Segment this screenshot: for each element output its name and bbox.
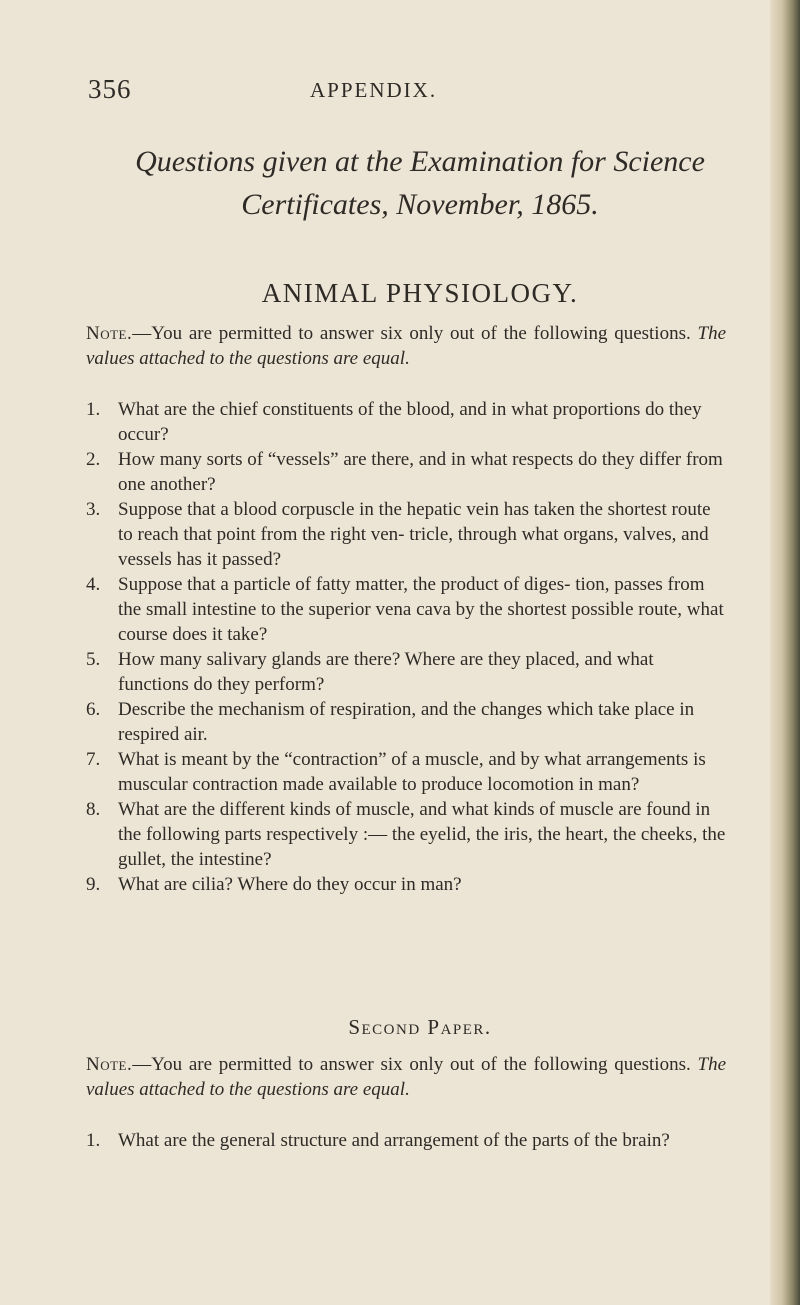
page-header <box>88 74 708 114</box>
question-list <box>86 397 726 897</box>
question-list-second <box>86 1128 726 1153</box>
question-number: 8. <box>86 799 101 820</box>
question-text: Describe the mechanism of respiration, and the changes which take place in respired air. <box>118 699 695 745</box>
question-number: 6. <box>86 699 101 720</box>
question-number: 4. <box>86 574 101 595</box>
question-text: What are the chief constituents of the blood, and in what proportions do they occur? <box>118 399 702 445</box>
question-number: 7. <box>86 749 101 770</box>
note-italic-text: The values attached to the questions are equal. <box>86 323 726 369</box>
document-title <box>100 140 740 226</box>
section-heading-second-paper: Second Paper. <box>348 1015 492 1039</box>
question-item <box>86 572 726 647</box>
question-text: What are the general structure and arrangement of the parts of the brain? <box>118 1130 670 1151</box>
question-text: How many sorts of “vessels” are there, and in what respects do they differ from one another? <box>118 449 723 495</box>
note-label: Note. <box>86 323 133 344</box>
question-number: 5. <box>86 649 101 670</box>
question-text: Suppose that a blood corpuscle in the hepatic vein has taken the shortest route to reach that point from the right ven- tricle, through what organs, valves, and vessels has it passed? <box>118 499 711 570</box>
question-item <box>86 647 726 697</box>
question-text: How many salivary glands are there? Where are they placed, and what functions do they perform? <box>118 649 654 695</box>
note-label: Note. <box>86 1054 133 1075</box>
note-text: —You are permitted to answer six only out of the following questions. <box>132 323 698 344</box>
question-item <box>86 1128 726 1153</box>
question-number: 1. <box>86 1130 101 1151</box>
note-italic-text: The values attached to the questions are equal. <box>86 1054 726 1100</box>
question-number: 3. <box>86 499 101 520</box>
question-item <box>86 747 726 797</box>
question-text: What are cilia? Where do they occur in man? <box>118 874 462 895</box>
question-item <box>86 697 726 747</box>
question-item <box>86 797 726 872</box>
question-text: What are the different kinds of muscle, and what kinds of muscle are found in the following parts respectively :— the eyelid, the iris, the heart, the cheeks, the gullet, the intestine? <box>118 799 726 870</box>
running-head: APPENDIX. <box>310 78 438 102</box>
question-number: 1. <box>86 399 101 420</box>
question-item <box>86 497 726 572</box>
question-text: Suppose that a particle of fatty matter, the product of diges- tion, passes from the small intestine to the superior vena cava by the shortest possible route, what course does it take? <box>118 574 724 645</box>
question-number: 2. <box>86 449 101 470</box>
question-number: 9. <box>86 874 101 895</box>
question-item <box>86 397 726 447</box>
page-number: 356 <box>88 74 132 104</box>
title-line-2: Certificates, November, 1865. <box>241 188 599 221</box>
section-heading-animal-physiology: ANIMAL PHYSIOLOGY. <box>261 278 579 308</box>
note-text: —You are permitted to answer six only out of the following questions. <box>132 1054 698 1075</box>
instruction-note <box>86 321 726 371</box>
question-item <box>86 447 726 497</box>
title-line-1: Questions given at the Examination for Science <box>135 145 705 178</box>
question-text: What is meant by the “contraction” of a muscle, and by what arrangements is muscular contraction made available to produce locomotion in man? <box>118 749 706 795</box>
question-item <box>86 872 726 897</box>
instruction-note-second <box>86 1052 726 1102</box>
